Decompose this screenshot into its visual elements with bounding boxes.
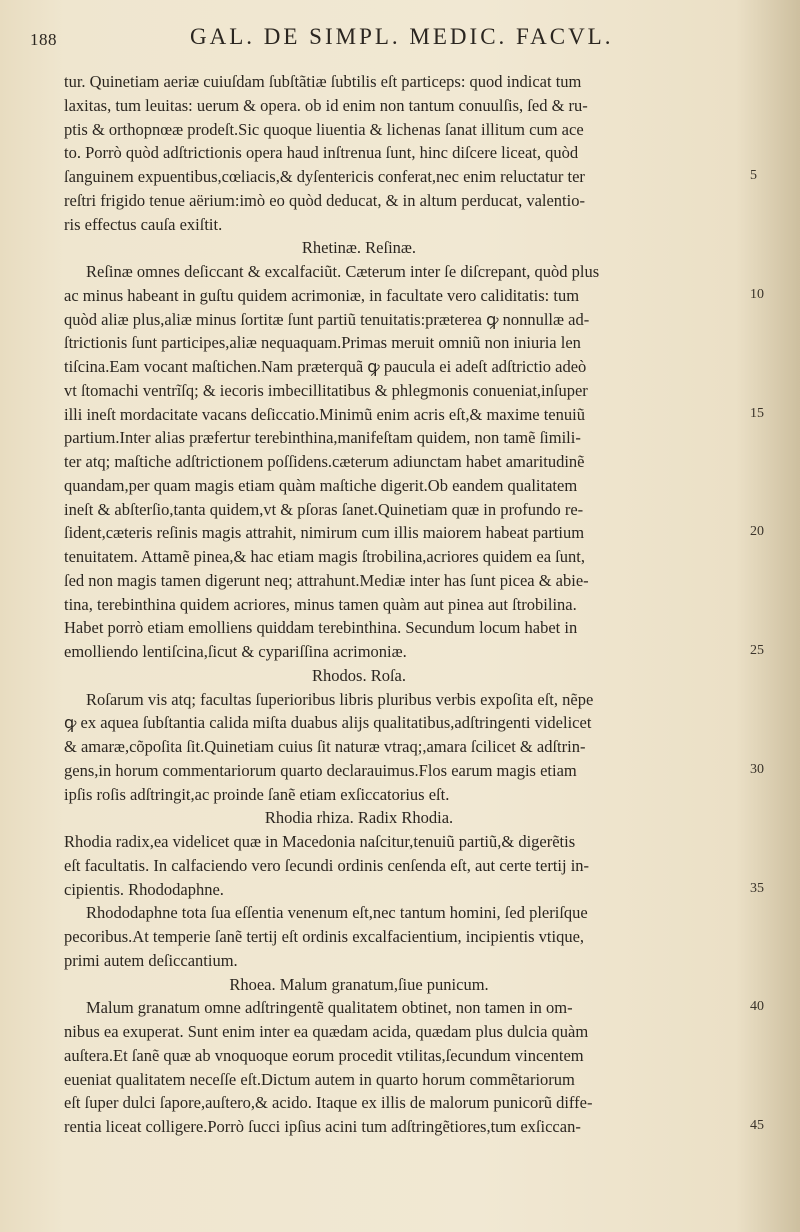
text-line: ſident,cæteris reſinis magis attrahit, nimirum cum illis maiorem habeat partium (64, 523, 585, 543)
text-line: ptis & orthopnœæ prodeſt.Sic quoque liuentia & lichenas ſanat illitum cum ace (64, 119, 584, 139)
margin-line-number: 35 (750, 880, 764, 896)
text-line: Rhodia radix,ea videlicet quæ in Macedonia naſcitur,tenuiũ partiũ,& digerẽtis (64, 832, 576, 851)
text-line: rentia liceat colligere.Porrò ſucci ipſius acini tum adſtringẽtiores,tum exſiccan- (64, 1117, 581, 1136)
margin-line-number: 20 (750, 524, 764, 540)
margin-line-number: 30 (750, 761, 764, 777)
text-line: ter atq; maſtiche adſtrictionem poſſidens.cæterum adiunctam habet amaritudinẽ (64, 452, 585, 471)
text-line: gens,in horum commentariorum quarto declarauimus.Flos earum magis etiam (64, 760, 577, 780)
text-line: auſtera.Et ſanẽ quæ ab vnoquoque eorum procedit vtilitas,ſecundum vincentem (64, 1045, 584, 1065)
section-heading: Rhetinæ. Reſinæ. (301, 238, 417, 258)
text-line: nibus ea exuperat. Sunt enim inter ea quædam acida, quædam plus dulcia quàm (64, 1022, 589, 1041)
text-line: tenuitatem. Attamẽ pinea,& hac etiam magis ſtrobilina,acriores quidem ea ſunt, (64, 547, 585, 566)
page-number: 188 (30, 30, 57, 49)
section-heading: Rhoea. Malum granatum,ſiue punicum. (229, 974, 489, 994)
text-line: ipſis roſis adſtringit,ac proinde ſanẽ etiam exſiccatorius eſt. (64, 784, 450, 804)
text-line: Reſinæ omnes deſiccant & excalfaciũt. Cæterum inter ſe diſcrepant, quòd plus (86, 262, 600, 281)
text-line: tur. Quinetiam aeriæ cuiuſdam ſubſtãtiæ ſubtilis eſt particeps: quod indicat tum (64, 72, 582, 91)
margin-line-number: 10 (750, 286, 764, 302)
text-line: Rhododaphne tota ſua eſſentia venenum eſt,nec tantum homini, ſed pleriſque (86, 903, 588, 923)
text-block (64, 70, 744, 1139)
text-line: ineſt & abſterſio,tanta quidem,vt & pſoras ſanet.Quinetiam quæ in profundo re- (64, 499, 584, 519)
text-line: eſt ſuper dulci ſapore,auſtero,& acido. Itaque ex illis de malorum punicorũ diffe- (64, 1093, 593, 1113)
text-line: primi autem deſiccantium. (64, 950, 238, 970)
text-line: reſtri frigido tenue aërium:imò eo quòd deducat, & in altum perducat, valentio- (64, 190, 585, 210)
text-line: emolliendo lentiſcina,ſicut & cypariſſina acrimoniæ. (64, 642, 407, 661)
text-line: to. Porrò quòd adſtrictionis opera haud inſtrenua ſunt, hinc diſcere liceat, quòd (64, 143, 579, 163)
margin-line-number: 40 (750, 999, 764, 1015)
text-line: quandam,per quam magis etiam quàm maſtiche digerit.Ob eandem qualitatem (64, 475, 578, 495)
text-line: ris effectus cauſa exiſtit. (64, 214, 223, 234)
section-heading: Rhodos. Roſa. (312, 665, 406, 685)
text-line: ſtrictionis ſunt participes,aliæ nequaquam.Primas meruit omniũ non iniuria len (64, 333, 581, 353)
text-line: tina, terebinthina quidem acriores, minus tamen quàm aut pinea aut ſtrobilina. (64, 594, 577, 614)
text-line: Malum granatum omne adſtringentẽ qualitatem obtinet, non tamen in om- (86, 998, 573, 1018)
text-line: quòd aliæ plus,aliæ minus ſortitæ ſunt partiũ tenuitatis:præterea ꝙ nonnullæ ad- (64, 309, 590, 329)
text-line: cipientis. Rhododaphne. (64, 879, 224, 899)
margin-line-number: 5 (750, 168, 757, 183)
text-line: ꝙ ex aquea ſubſtantia calida miſta duabus alijs qualitatibus,adſtringenti videlicet (64, 713, 592, 733)
text-line: eueniat qualitatem neceſſe eſt.Dictum autem in quarto horum commẽtariorum (64, 1069, 575, 1089)
text-line: eſt facultatis. In calfaciendo vero ſecundi ordinis cenſenda eſt, aut certe tertij in- (64, 855, 590, 875)
text-line: ſanguinem expuentibus,cœliacis,& dyſentericis conferat,nec enim reluctatur ter (64, 167, 585, 186)
text-line: tiſcina.Eam vocant maſtichen.Nam præterquã ꝙ paucula ei adeſt adſtrictio adeò (64, 357, 587, 376)
text-line: Habet porrò etiam emolliens quiddam terebinthina. Secundum locum habet in (64, 618, 578, 638)
text-line: ſed non magis tamen digerunt neq; attrahunt.Mediæ inter has ſunt picea & abie- (64, 570, 589, 590)
text-line: ac minus habeant in guſtu quidem acrimoniæ, in facultate vero caliditatis: tum (64, 285, 580, 305)
page-header (0, 24, 800, 58)
text-line: laxitas, tum leuitas: uerum & opera. ob id enim non tantum conuulſis, ſed & ru- (64, 95, 588, 115)
text-line: illi ineſt mordacitate vacans deſiccatio.Minimũ enim acris eſt,& maxime tenuiũ (64, 404, 585, 424)
text-line: vt ſtomachi ventrĩſq; & iecoris imbecillitatibus & phlegmonis conueniat,inſuper (64, 380, 588, 400)
margin-line-number: 45 (750, 1118, 764, 1133)
margin-line-number: 15 (750, 405, 764, 421)
text-line: & amaræ,cõpoſita ſit.Quinetiam cuius ſit naturæ vtraq;,amara ſcilicet & adſtrin- (64, 737, 586, 756)
margin-line-number: 25 (750, 643, 764, 658)
text-line: partium.Inter alias præfertur terebinthina,manifeſtam quidem, non tamẽ ſimili- (64, 428, 581, 448)
text-line: Roſarum vis atq; facultas ſuperioribus libris pluribus verbis expoſita eſt, nẽpe (86, 689, 594, 709)
section-heading: Rhodia rhiza. Radix Rhodia. (264, 808, 454, 828)
text-line: pecoribus.At temperie ſanẽ tertij eſt ordinis excalfacientium, incipientis vtique, (64, 927, 585, 946)
running-head: GAL. DE SIMPL. MEDIC. FACVL. (190, 24, 614, 49)
